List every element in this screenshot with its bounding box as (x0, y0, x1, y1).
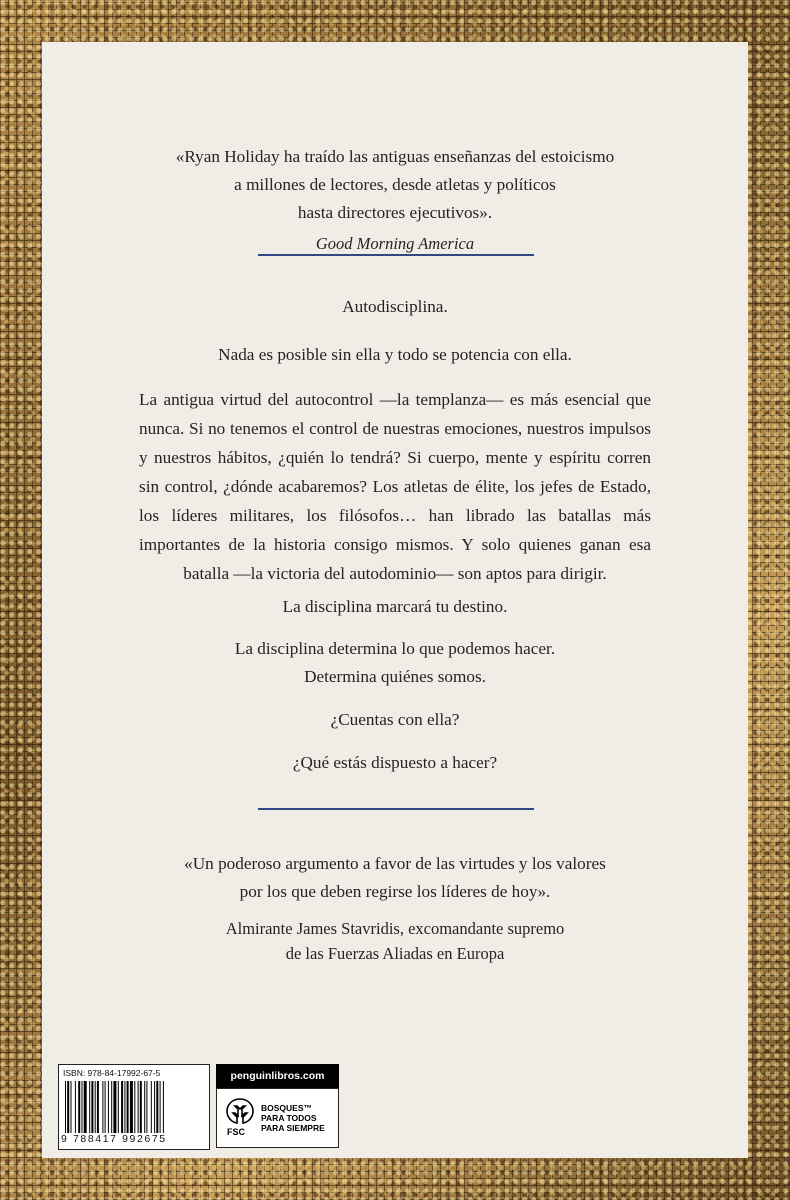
bottom-quote-attribution-line-1: Almirante James Stavridis, excomandante supremo (225, 919, 565, 938)
bottom-quote-line-1: «Un poderoso argumento a favor de las virtudes y los valores (184, 854, 606, 873)
fsc-slogan (261, 1103, 337, 1133)
fsc-logo-box (216, 1088, 339, 1148)
top-quote-line-3: hasta directores ejecutivos». (297, 203, 493, 222)
divider-bottom (258, 808, 534, 810)
body-paragraph-5-line-1: La disciplina determina lo que podemos hacer. (234, 639, 556, 658)
body-paragraph-6: ¿Cuentas con ella? (330, 710, 460, 729)
body-paragraph-7: ¿Qué estás dispuesto a hacer? (292, 753, 498, 772)
top-quote-line-2: a millones de lectores, desde atletas y políticos (234, 175, 556, 194)
bottom-quote-attribution-line-2: de las Fuerzas Aliadas en Europa (285, 944, 505, 963)
body-paragraph-3: La antigua virtud del autocontrol —la templanza— es más esencial que nunca. Si no tenemos el control de nuestras emociones, nuestros impulsos y nuestros hábitos, ¿quién lo tendrá? Si cuerpo, mente y espíritu corren sin control, ¿dónde acabaremos? Los atletas de élite, los jefes de Estado, los líderes militares, los filósofos… han librado las batallas más importantes de la historia consigo mismos. Y solo quienes ganan esa batalla —la victoria del autodominio— son aptos para dirigir. (139, 390, 651, 583)
fsc-slogan-line-3: PARA SIEMPRE (261, 1123, 325, 1133)
isbn-label: ISBN: 978-84-17992-67-5 (63, 1068, 161, 1078)
divider-top (258, 254, 534, 256)
body-paragraph-1: Autodisciplina. (342, 297, 448, 316)
top-quote-source: Good Morning America (315, 234, 475, 253)
barcode-icon (65, 1081, 203, 1133)
body-paragraph-4: La disciplina marcará tu destino. (282, 597, 508, 616)
top-quote-line-1: «Ryan Holiday ha traído las antiguas enseñanzas del estoicismo (175, 147, 615, 166)
barcode-box (58, 1064, 210, 1150)
fsc-tree-icon (225, 1097, 255, 1125)
bottom-quote-line-2: por los que deben regirse los líderes de hoy». (239, 882, 551, 901)
fsc-label: FSC (227, 1127, 245, 1137)
publisher-url: penguinlibros.com (216, 1064, 339, 1088)
body-paragraph-5-line-2: Determina quiénes somos. (304, 667, 486, 686)
back-cover-panel (42, 42, 748, 1158)
fsc-slogan-line-2: PARA TODOS (261, 1113, 317, 1123)
fsc-slogan-line-1: BOSQUES™ (261, 1103, 313, 1113)
body-paragraph-2: Nada es posible sin ella y todo se potencia con ella. (218, 345, 572, 364)
barcode-digits: 9 788417 992675 (61, 1133, 167, 1145)
